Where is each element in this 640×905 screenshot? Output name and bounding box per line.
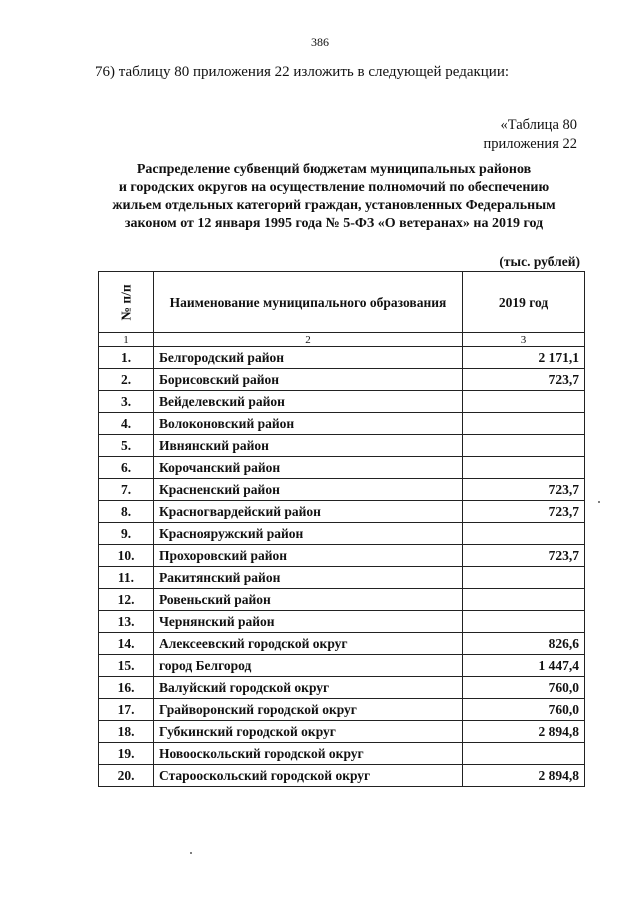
table-reference-line: приложения 22	[483, 136, 577, 152]
title-line: Распределение субвенций бюджетам муниципальных районов	[136, 162, 532, 177]
header-num-label: № п/п	[118, 283, 134, 321]
row-name-cell: Борисовский район	[154, 369, 463, 391]
row-value-cell: 760,0	[463, 699, 585, 721]
row-name-cell: Прохоровский район	[154, 545, 463, 567]
table-row	[99, 633, 585, 655]
row-value-cell: 1 447,4	[463, 655, 585, 677]
row-number-cell: 18.	[99, 721, 154, 743]
row-number-cell: 1.	[99, 347, 154, 369]
row-number-cell: 4.	[99, 413, 154, 435]
table-row	[99, 435, 585, 457]
table-reference-line: «Таблица 80	[500, 117, 577, 133]
row-name-cell: Красненский район	[154, 479, 463, 501]
table-row	[99, 721, 585, 743]
row-name-cell: Корочанский район	[154, 457, 463, 479]
row-number-cell: 20.	[99, 765, 154, 787]
row-value-cell	[463, 391, 585, 413]
row-name-cell: Красногвардейский район	[154, 501, 463, 523]
row-value-cell: 2 171,1	[463, 347, 585, 369]
table-row	[99, 523, 585, 545]
table-row	[99, 589, 585, 611]
row-value-cell	[463, 743, 585, 765]
row-name-cell: Ровеньский район	[154, 589, 463, 611]
row-value-cell	[463, 589, 585, 611]
row-name-cell: Ивнянский район	[154, 435, 463, 457]
row-name-cell: город Белгород	[154, 655, 463, 677]
row-name-cell: Белгородский район	[154, 347, 463, 369]
row-number-cell: 10.	[99, 545, 154, 567]
row-name-cell: Губкинский городской округ	[154, 721, 463, 743]
page-number: 386	[311, 35, 329, 49]
row-number-cell: 9.	[99, 523, 154, 545]
row-number-cell: 13.	[99, 611, 154, 633]
table-row	[99, 567, 585, 589]
table-header-row	[99, 272, 585, 333]
row-number-cell: 11.	[99, 567, 154, 589]
table-row	[99, 457, 585, 479]
row-number-cell: 5.	[99, 435, 154, 457]
row-name-cell: Краснояружский район	[154, 523, 463, 545]
intro-text: 76) таблицу 80 приложения 22 изложить в следующей редакции:	[95, 64, 510, 80]
header-year: 2019 год	[463, 272, 585, 333]
table-row	[99, 677, 585, 699]
row-value-cell: 723,7	[463, 545, 585, 567]
column-index-cell: 1	[99, 333, 154, 347]
row-number-cell: 8.	[99, 501, 154, 523]
row-number-cell: 17.	[99, 699, 154, 721]
table-row	[99, 413, 585, 435]
row-name-cell: Старооскольский городской округ	[154, 765, 463, 787]
row-number-cell: 15.	[99, 655, 154, 677]
row-value-cell: 2 894,8	[463, 765, 585, 787]
column-index-row	[99, 333, 585, 347]
header-num	[99, 272, 154, 333]
table-reference	[484, 116, 577, 154]
scan-speck	[190, 852, 192, 854]
row-value-cell: 723,7	[463, 369, 585, 391]
row-number-cell: 12.	[99, 589, 154, 611]
row-number-cell: 3.	[99, 391, 154, 413]
table-row	[99, 545, 585, 567]
row-name-cell: Новооскольский городской округ	[154, 743, 463, 765]
table-body	[99, 347, 585, 787]
table-row	[99, 391, 585, 413]
row-value-cell: 826,6	[463, 633, 585, 655]
row-name-cell: Валуйский городской округ	[154, 677, 463, 699]
column-index-cell: 2	[154, 333, 463, 347]
row-name-cell: Грайворонский городской округ	[154, 699, 463, 721]
header-name: Наименование муниципального образования	[154, 272, 463, 333]
row-value-cell: 2 894,8	[463, 721, 585, 743]
row-value-cell	[463, 523, 585, 545]
table-row	[99, 743, 585, 765]
table-row	[99, 765, 585, 787]
row-number-cell: 19.	[99, 743, 154, 765]
row-value-cell: 760,0	[463, 677, 585, 699]
row-value-cell	[463, 567, 585, 589]
title-line: жильем отдельных категорий граждан, установленных Федеральным	[112, 198, 556, 213]
row-number-cell: 2.	[99, 369, 154, 391]
row-number-cell: 7.	[99, 479, 154, 501]
title-line: и городских округов на осуществление полномочий по обеспечению	[118, 180, 550, 195]
row-name-cell: Чернянский район	[154, 611, 463, 633]
row-name-cell: Вейделевский район	[154, 391, 463, 413]
row-number-cell: 16.	[99, 677, 154, 699]
table-row	[99, 369, 585, 391]
row-number-cell: 6.	[99, 457, 154, 479]
row-value-cell	[463, 611, 585, 633]
table-row	[99, 347, 585, 369]
title-line: законом от 12 января 1995 года № 5-ФЗ «О ветеранах» на 2019 год	[124, 216, 544, 231]
column-index-cell: 3	[463, 333, 585, 347]
row-value-cell	[463, 457, 585, 479]
unit-label: (тыс. рублей)	[499, 254, 580, 269]
table-row	[99, 479, 585, 501]
row-name-cell: Ракитянский район	[154, 567, 463, 589]
row-name-cell: Волоконовский район	[154, 413, 463, 435]
scan-speck	[598, 501, 600, 503]
subvention-table	[98, 271, 585, 787]
document-title	[88, 161, 580, 233]
row-name-cell: Алексеевский городской округ	[154, 633, 463, 655]
row-value-cell: 723,7	[463, 501, 585, 523]
row-value-cell	[463, 413, 585, 435]
row-value-cell: 723,7	[463, 479, 585, 501]
table-row	[99, 699, 585, 721]
table-row	[99, 501, 585, 523]
table-row	[99, 655, 585, 677]
table-row	[99, 611, 585, 633]
row-number-cell: 14.	[99, 633, 154, 655]
row-value-cell	[463, 435, 585, 457]
